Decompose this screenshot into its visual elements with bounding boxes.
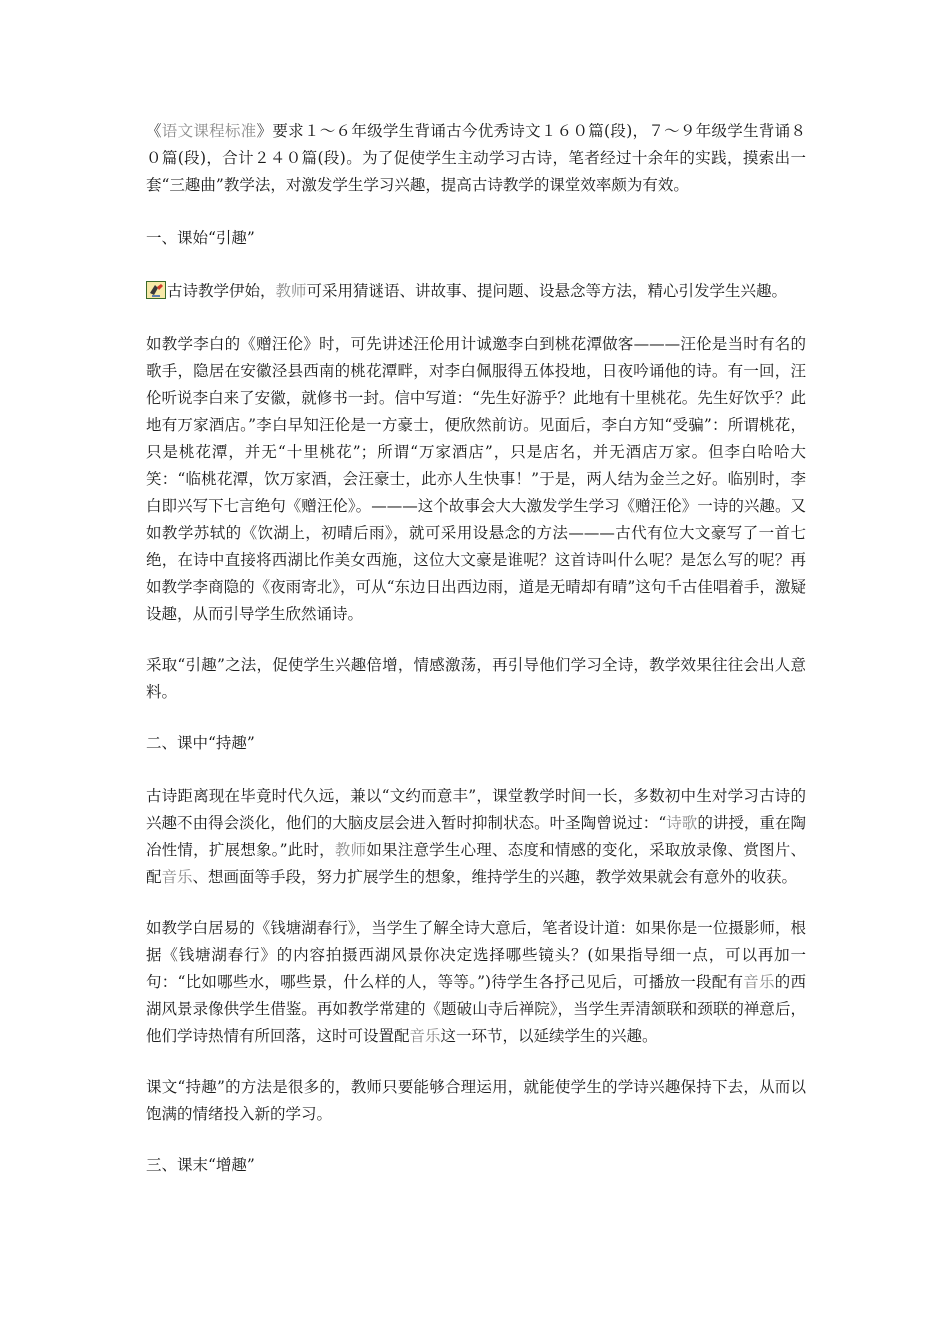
section-2-p1-text-4: 、想画面等手段，努力扩展学生的想象，维持学生的兴趣，教学效果就会有意外的收获。 bbox=[192, 868, 798, 886]
document-body bbox=[146, 118, 806, 1179]
section-2-p2-text-2: 的西湖风景录像供学生借鉴。再如教学常建的《题破山寺后禅院》，当学生弄清颔联和颈联的禅意后，他们学诗热情有所回落，这时可设置配 bbox=[146, 973, 806, 1045]
poetry-link[interactable]: 诗歌 bbox=[666, 814, 698, 832]
section-2-p2-text-3: 这一环节，以延续学生的兴趣。 bbox=[440, 1027, 658, 1045]
section-1-p1-text: 古诗教学伊始， bbox=[167, 282, 276, 300]
section-1-paragraph-2: 如教学李白的《赠汪伦》时，可先讲述汪伦用计诚邀李白到桃花潭做客———汪伦是当时有名的歌手，隐居在安徽泾县西南的桃花潭畔，对李白佩服得五体投地，日夜吟诵他的诗。有一回，汪伦听说李白来了安徽，就修书一封。信中写道：“先生好游乎？此地有十里桃花。先生好饮乎？此地有万家酒店。”李白早知汪伦是一方豪士，便欣然前访。见面后，李白方知“受骗”：所谓桃花，只是桃花潭，并无“十里桃花”；所谓“万家酒店”，只是店名，并无酒店万家。但李白哈哈大笑：“临桃花潭，饮万家酒，会汪豪士，此亦人生快事！”于是，两人结为金兰之好。临别时，李白即兴写下七言绝句《赠汪伦》。———这个故事会大大激发学生学习《赠汪伦》一诗的兴趣。又如教学苏轼的《饮湖上，初晴后雨》，就可采用设悬念的方法———古代有位大文豪写了一首七绝，在诗中直接将西湖比作美女西施，这位大文豪是谁呢？这首诗叫什么呢？是怎么写的呢？再如教学李商隐的《夜雨寄北》，可从“东边日出西边雨，道是无晴却有晴”这句千古佳唱着手，激疑设趣，从而引导学生欣然诵诗。 bbox=[146, 335, 806, 623]
section-2-heading: 二、课中“持趣” bbox=[146, 734, 255, 752]
section-3-heading: 三、课末“增趣” bbox=[146, 1156, 255, 1174]
curriculum-standard-link[interactable]: 语文课程标准 bbox=[161, 122, 257, 140]
section-2-p1-text-2: 的讲授，重在陶冶性情，扩展想象。”此时， bbox=[146, 814, 806, 859]
section-1-paragraph-3: 采取“引趣”之法，促使学生兴趣倍增，情感激荡，再引导他们学习全诗，教学效果往往会出人意料。 bbox=[146, 656, 806, 701]
section-2-p1-text: 古诗距离现在毕竟时代久远，兼以“文约而意丰”，课堂教学时间一长，多数初中生对学习古诗的兴趣不由得会淡化，他们的大脑皮层会进入暂时抑制状态。叶圣陶曾说过：“ bbox=[146, 787, 806, 832]
section-2-p1-text-3: 如果注意学生心理、态度和情感的变化，采取放录像、赏图片、配 bbox=[146, 841, 806, 886]
teacher-link[interactable]: 教师 bbox=[275, 282, 307, 300]
section-2-paragraph-3: 课文“持趣”的方法是很多的，教师只要能够合理运用，就能使学生的学诗兴趣保持下去，从而以饱满的情绪投入新的学习。 bbox=[146, 1078, 806, 1123]
intro-text: 《 bbox=[146, 122, 162, 140]
section-2-p2-text: 如教学白居易的《钱塘湖春行》，当学生了解全诗大意后，笔者设计道：如果你是一位摄影师，根据《钱塘湖春行》的内容拍摄西湖风景你决定选择哪些镜头？(如果指导细一点，可以再加一句：“比如哪些水，哪些景，什么样的人，等等。”)待学生各抒己见后，可播放一段配有 bbox=[146, 919, 806, 991]
keyword-marker-icon[interactable] bbox=[146, 281, 166, 299]
section-1-paragraph-1 bbox=[146, 278, 806, 305]
music-link-3[interactable]: 音乐 bbox=[409, 1027, 441, 1045]
intro-paragraph bbox=[146, 118, 806, 199]
section-1-heading: 一、课始“引趣” bbox=[146, 229, 255, 247]
section-2-paragraph-1 bbox=[146, 783, 806, 891]
music-link-2[interactable]: 音乐 bbox=[743, 973, 775, 991]
section-1-p1-text-rest: 可采用猜谜语、讲故事、提问题、设悬念等方法，精心引发学生兴趣。 bbox=[306, 282, 788, 300]
section-2-paragraph-2 bbox=[146, 915, 806, 1050]
intro-text-rest: 》要求１～６年级学生背诵古今优秀诗文１６０篇(段)，７～９年级学生背诵８０篇(段)，合计２４０篇(段)。为了促使学生主动学习古诗，笔者经过十余年的实践，摸索出一套“三趣曲”教学法，对激发学生学习兴趣，提高古诗教学的课堂效率颇为有效。 bbox=[146, 122, 806, 194]
teacher-link-2[interactable]: 教师 bbox=[334, 841, 367, 859]
music-link[interactable]: 音乐 bbox=[161, 868, 193, 886]
